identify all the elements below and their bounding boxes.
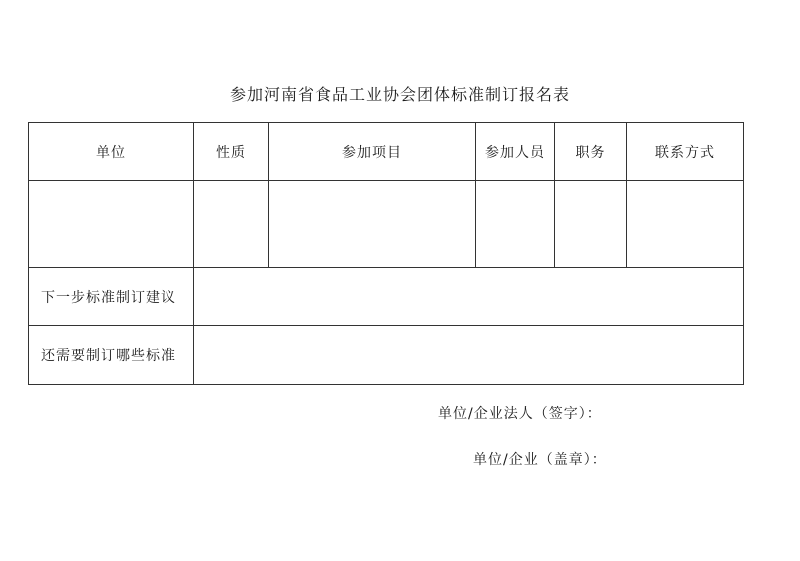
header-contact: 联系方式 [627, 123, 744, 181]
company-seal-label: 单位/企业（盖章）： [473, 452, 607, 468]
needed-standards-row [29, 326, 744, 385]
legal-person-signature-label: 单位/企业法人（签字）： [438, 406, 602, 422]
cell-participants[interactable] [476, 181, 555, 268]
cell-contact[interactable] [627, 181, 744, 268]
cell-position[interactable] [555, 181, 627, 268]
suggestion-row [29, 268, 744, 326]
cell-nature[interactable] [194, 181, 269, 268]
header-unit: 单位 [29, 123, 194, 181]
entry-row [29, 181, 744, 268]
form-title: 参加河南省食品工业协会团体标准制订报名表 [229, 85, 570, 104]
registration-form-table [28, 122, 744, 385]
header-project: 参加项目 [269, 123, 476, 181]
header-participants: 参加人员 [476, 123, 555, 181]
header-position: 职务 [555, 123, 627, 181]
cell-unit[interactable] [29, 181, 194, 268]
cell-project[interactable] [269, 181, 476, 268]
label-needed-standards: 还需要制订哪些标准 [29, 326, 194, 385]
header-row [29, 123, 744, 181]
label-next-suggestions: 下一步标准制订建议 [29, 268, 194, 326]
cell-next-suggestions[interactable] [194, 268, 744, 326]
cell-needed-standards[interactable] [194, 326, 744, 385]
header-nature: 性质 [194, 123, 269, 181]
